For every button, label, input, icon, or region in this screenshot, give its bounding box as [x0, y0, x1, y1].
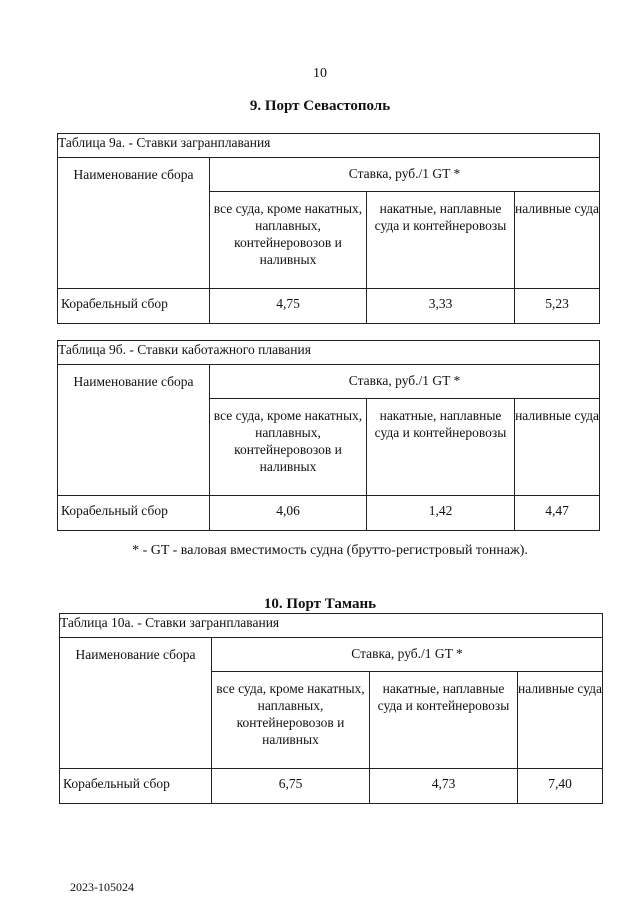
fee-name-header: Наименование сбора — [60, 638, 212, 769]
page-number: 10 — [313, 66, 327, 81]
rates-table-9b — [57, 340, 600, 531]
footnote: * - GT - валовая вместимость судна (брутто-регистровый тоннаж). — [132, 543, 528, 558]
rate-value-cell: 4,75 — [210, 289, 367, 324]
fee-name-cell: Корабельный сбор — [58, 289, 210, 324]
column-header-all-vessels: все суда, кроме накатных, наплавных, контейнеровозов и наливных — [210, 399, 367, 496]
table-caption: Таблица 9а. - Ставки загранплавания — [58, 134, 600, 158]
rate-value-cell: 4,47 — [515, 496, 600, 531]
section-heading-taman: 10. Порт Тамань — [263, 596, 377, 612]
rate-value-cell: 4,73 — [370, 769, 518, 804]
table-row — [58, 289, 600, 324]
rate-header: Ставка, руб./1 GT * — [212, 638, 603, 672]
rate-value-cell: 4,06 — [210, 496, 367, 531]
column-header-all-vessels: все суда, кроме накатных, наплавных, контейнеровозов и наливных — [210, 192, 367, 289]
rate-value-cell: 5,23 — [515, 289, 600, 324]
table-row — [58, 496, 600, 531]
table-caption: Таблица 9б. - Ставки каботажного плавания — [58, 341, 600, 365]
fee-name-cell: Корабельный сбор — [58, 496, 210, 531]
column-header-all-vessels: все суда, кроме накатных, наплавных, контейнеровозов и наливных — [212, 672, 370, 769]
column-header-tankers: наливные суда — [515, 192, 600, 289]
rates-table-10a — [59, 613, 603, 804]
column-header-tankers: наливные суда — [518, 672, 603, 769]
section-heading-sevastopol: 9. Порт Севастополь — [249, 98, 391, 114]
rate-header: Ставка, руб./1 GT * — [210, 158, 600, 192]
rate-value-cell: 3,33 — [367, 289, 515, 324]
rate-value-cell: 6,75 — [212, 769, 370, 804]
rate-value-cell: 7,40 — [518, 769, 603, 804]
rate-header: Ставка, руб./1 GT * — [210, 365, 600, 399]
column-header-tankers: наливные суда — [515, 399, 600, 496]
document-number: 2023-105024 — [70, 880, 134, 894]
column-header-roro-vessels: накатные, наплавные суда и контейнеровозы — [367, 192, 515, 289]
rate-value-cell: 1,42 — [367, 496, 515, 531]
table-row — [60, 769, 603, 804]
fee-name-header: Наименование сбора — [58, 365, 210, 496]
fee-name-header: Наименование сбора — [58, 158, 210, 289]
column-header-roro-vessels: накатные, наплавные суда и контейнеровозы — [370, 672, 518, 769]
column-header-roro-vessels: накатные, наплавные суда и контейнеровозы — [367, 399, 515, 496]
table-caption: Таблица 10а. - Ставки загранплавания — [60, 614, 603, 638]
fee-name-cell: Корабельный сбор — [60, 769, 212, 804]
rates-table-9a — [57, 133, 600, 324]
